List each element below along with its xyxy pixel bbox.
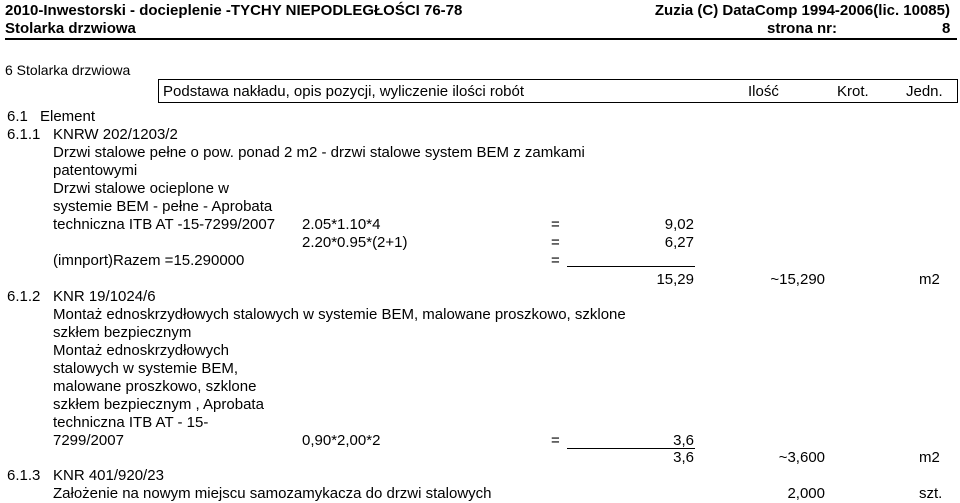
sum-value: 15,29 — [656, 271, 694, 288]
item-sub-line: 7299/2007 — [53, 432, 124, 449]
unit-value: szt. — [919, 485, 943, 502]
column-desc: Podstawa nakładu, opis pozycji, wyliczenie ilości robót — [163, 83, 525, 100]
section-title: 6 Stolarka drzwiowa — [5, 62, 131, 78]
item-code: KNRW 202/1203/2 — [53, 126, 178, 143]
item-number: 6.1.1 — [7, 126, 41, 143]
item-sub-line: szkłem bezpiecznym , Aprobata — [53, 396, 264, 413]
page-label: strona nr: — [767, 20, 838, 37]
column-unit: Jedn. — [906, 83, 943, 100]
unit-value: m2 — [919, 449, 940, 466]
calc-value: 6,27 — [664, 234, 694, 251]
item-sub-line: malowane proszkowo, szklone — [53, 378, 257, 395]
header-rule — [5, 38, 957, 40]
item-desc-line: Drzwi stalowe pełne o pow. ponad 2 m2 - drzwi stalowe system BEM z zamkami — [53, 144, 585, 161]
item-number: 6.1.3 — [7, 467, 41, 484]
calc-value: 3,6 — [673, 432, 694, 449]
item-sub-line: systemie BEM - pełne - Aprobata — [53, 198, 273, 215]
calc-equals: = — [551, 252, 560, 269]
element-label: Element — [40, 108, 96, 125]
page-number: 8 — [942, 20, 951, 37]
calc-value: 9,02 — [664, 216, 694, 233]
item-sub-line: techniczna ITB AT -15-7299/2007 — [53, 216, 276, 233]
calc-equals: = — [551, 432, 560, 449]
item-desc-line: Montaż ednoskrzydłowych stalowych w systemie BEM, malowane proszkowo, szklone — [53, 306, 626, 323]
chapter-title: Stolarka drzwiowa — [5, 20, 136, 37]
total-value: 2,000 — [787, 485, 825, 502]
item-number: 6.1.2 — [7, 288, 41, 305]
item-code: KNR 401/920/23 — [53, 467, 164, 484]
item-sub-line: stalowych w systemie BEM, — [53, 360, 239, 377]
column-krot: Krot. — [837, 83, 869, 100]
item-desc-line: szkłem bezpiecznym — [53, 324, 192, 341]
total-value: ~3,600 — [778, 449, 825, 466]
item-code: KNR 19/1024/6 — [53, 288, 156, 305]
column-qty: Ilość — [748, 83, 779, 100]
calc-equals: = — [551, 234, 560, 251]
unit-value: m2 — [919, 271, 940, 288]
item-sub-line: Drzwi stalowe ocieplone w — [53, 180, 229, 197]
import-line: (imnport)Razem =15.290000 — [53, 252, 245, 269]
item-desc-line: Założenie na nowym miejscu samozamykacza do drzwi stalowych — [53, 485, 492, 502]
calc-expression: 2.05*1.10*4 — [302, 216, 381, 233]
item-sub-line: techniczna ITB AT - 15- — [53, 414, 209, 431]
item-sub-line: Montaż ednoskrzydłowych — [53, 342, 229, 359]
calc-equals: = — [551, 216, 560, 233]
item-desc-line: patentowymi — [53, 162, 138, 179]
calc-expression: 2.20*0.95*(2+1) — [302, 234, 408, 251]
sum-value: 3,6 — [673, 449, 694, 466]
document-title: 2010-Inwestorski - docieplenie -TYCHY NIEPODLEGŁOŚCI 76-78 — [5, 2, 463, 19]
element-number: 6.1 — [7, 108, 28, 125]
sum-rule — [567, 266, 695, 267]
software-license: Zuzia (C) DataComp 1994-2006(lic. 10085) — [654, 2, 950, 19]
calc-expression: 0,90*2,00*2 — [302, 432, 381, 449]
total-value: ~15,290 — [770, 271, 825, 288]
